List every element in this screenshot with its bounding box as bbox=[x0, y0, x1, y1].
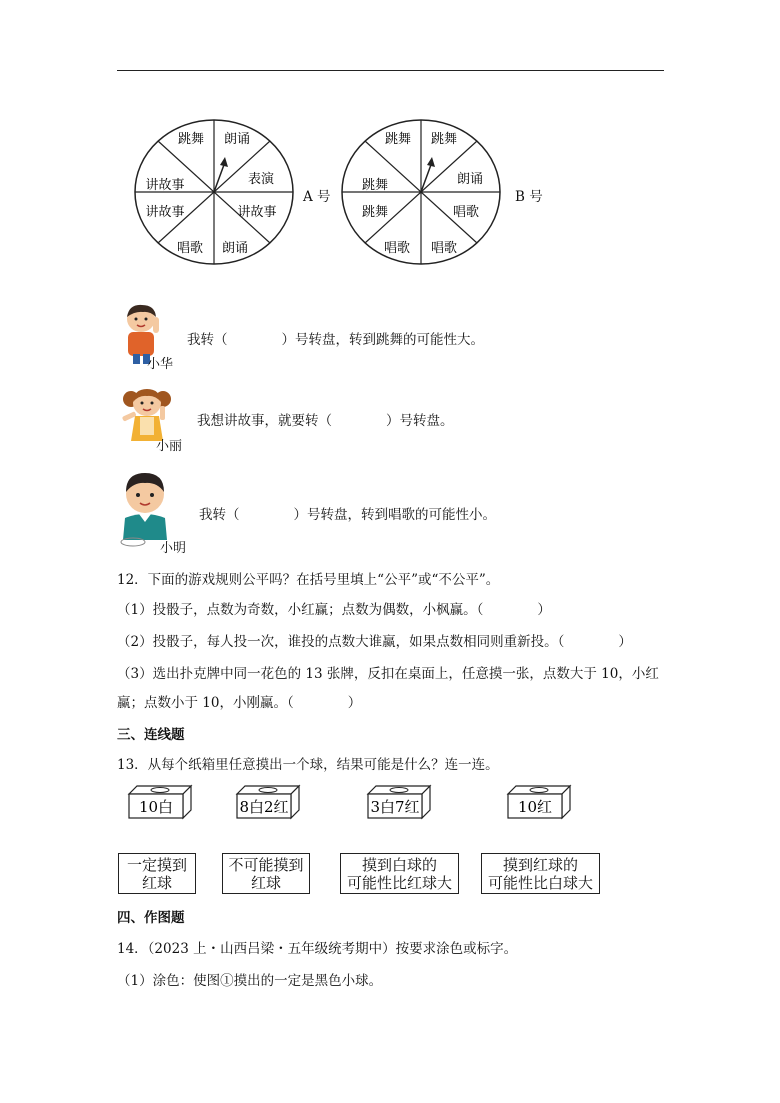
wheel-a-sector: 唱歌 bbox=[176, 241, 204, 256]
answer-box-1-line-1: 一定摸到 bbox=[126, 855, 187, 874]
wheel-a-sector: 朗诵 bbox=[221, 241, 249, 256]
answer-box-4-line-1: 摸到红球的 bbox=[502, 855, 578, 874]
spinner-wheel-a bbox=[133, 117, 301, 267]
carton-box-3 bbox=[366, 784, 432, 820]
wheel-a-sector: 表演 bbox=[247, 172, 275, 187]
spinner-wheel-b bbox=[340, 117, 508, 267]
question-12-item-2: （2）投骰子，每人投一次，谁投的点数大谁赢，如果点数相同则重新投。（ ） bbox=[117, 634, 632, 650]
speaker-name-xiaohua: 小华 bbox=[147, 357, 174, 372]
speaker-text-xiaoli: 我想讲故事，就要转（ ）号转盘。 bbox=[197, 413, 454, 429]
wheel-b-sector: 唱歌 bbox=[430, 241, 458, 256]
carton-box-2 bbox=[235, 784, 301, 820]
question-13-title: 13．从每个纸箱里任意摸出一个球，结果可能是什么？连一连。 bbox=[117, 757, 499, 773]
answer-box-2-line-1: 不可能摸到 bbox=[228, 855, 304, 874]
wheel-a-sector: 讲故事 bbox=[237, 205, 277, 220]
wheel-a-sector: 跳舞 bbox=[177, 132, 205, 147]
question-12-item-3-cont: 赢；点数小于 10，小刚赢。（ ） bbox=[117, 695, 362, 711]
wheel-b-sector: 朗诵 bbox=[456, 172, 484, 187]
question-14-title: 14．（2023 上・山西吕梁・五年级统考期中）按要求涂色或标字。 bbox=[117, 941, 518, 957]
speaker-text-xiaoming: 我转（ ）号转盘，转到唱歌的可能性小。 bbox=[199, 507, 496, 523]
carton-box-3-label: 3白7红 bbox=[370, 798, 420, 816]
wheel-a-sector: 讲故事 bbox=[145, 205, 185, 220]
carton-box-1 bbox=[127, 784, 193, 820]
carton-box-4-label: 10红 bbox=[517, 798, 553, 816]
wheel-b-sector: 唱歌 bbox=[383, 241, 411, 256]
answer-box-2-line-2: 红球 bbox=[250, 873, 281, 892]
question-12-item-3: （3）选出扑克牌中同一花色的 13 张牌，反扣在桌面上，任意摸一张，点数大于 10，小红 bbox=[117, 666, 659, 682]
speaker-name-xiaoli: 小丽 bbox=[156, 439, 183, 454]
answer-box-3-line-1: 摸到白球的 bbox=[361, 855, 437, 874]
section-4-heading: 四、作图题 bbox=[117, 910, 185, 926]
wheel-a-sector: 讲故事 bbox=[145, 178, 185, 193]
answer-box-3[interactable] bbox=[340, 853, 459, 894]
wheel-a-label: A 号 bbox=[303, 189, 331, 205]
question-12-item-1: （1）投骰子，点数为奇数，小红赢；点数为偶数，小枫赢。（ ） bbox=[117, 602, 551, 618]
question-12-title: 12．下面的游戏规则公平吗？在括号里填上“公平”或“不公平”。 bbox=[117, 572, 500, 588]
speaker-name-xiaoming: 小明 bbox=[160, 541, 187, 556]
carton-box-2-label: 8白2红 bbox=[239, 798, 289, 816]
section-3-heading: 三、连线题 bbox=[117, 727, 185, 743]
question-14-item-1: （1）涂色：使图①摸出的一定是黑色小球。 bbox=[117, 973, 383, 989]
wheel-a-sector: 朗诵 bbox=[223, 132, 251, 147]
wheel-b-sector: 跳舞 bbox=[384, 132, 412, 147]
answer-box-4[interactable] bbox=[481, 853, 600, 894]
answer-box-1-line-2: 红球 bbox=[141, 873, 172, 892]
wheel-b-sector: 跳舞 bbox=[361, 205, 389, 220]
speaker-text-xiaohua: 我转（ ）号转盘，转到跳舞的可能性大。 bbox=[187, 332, 484, 348]
header-rule bbox=[117, 70, 664, 71]
wheel-b-sector: 跳舞 bbox=[361, 178, 389, 193]
wheel-b-sector: 跳舞 bbox=[430, 132, 458, 147]
carton-box-4 bbox=[506, 784, 572, 820]
carton-box-1-label: 10白 bbox=[138, 798, 174, 816]
wheel-b-sector: 唱歌 bbox=[452, 205, 480, 220]
answer-box-4-line-2: 可能性比白球大 bbox=[487, 873, 593, 892]
answer-box-2[interactable] bbox=[222, 853, 310, 894]
answer-box-1[interactable] bbox=[118, 853, 196, 894]
answer-box-3-line-2: 可能性比红球大 bbox=[346, 873, 452, 892]
wheel-b-label: B 号 bbox=[515, 189, 543, 205]
